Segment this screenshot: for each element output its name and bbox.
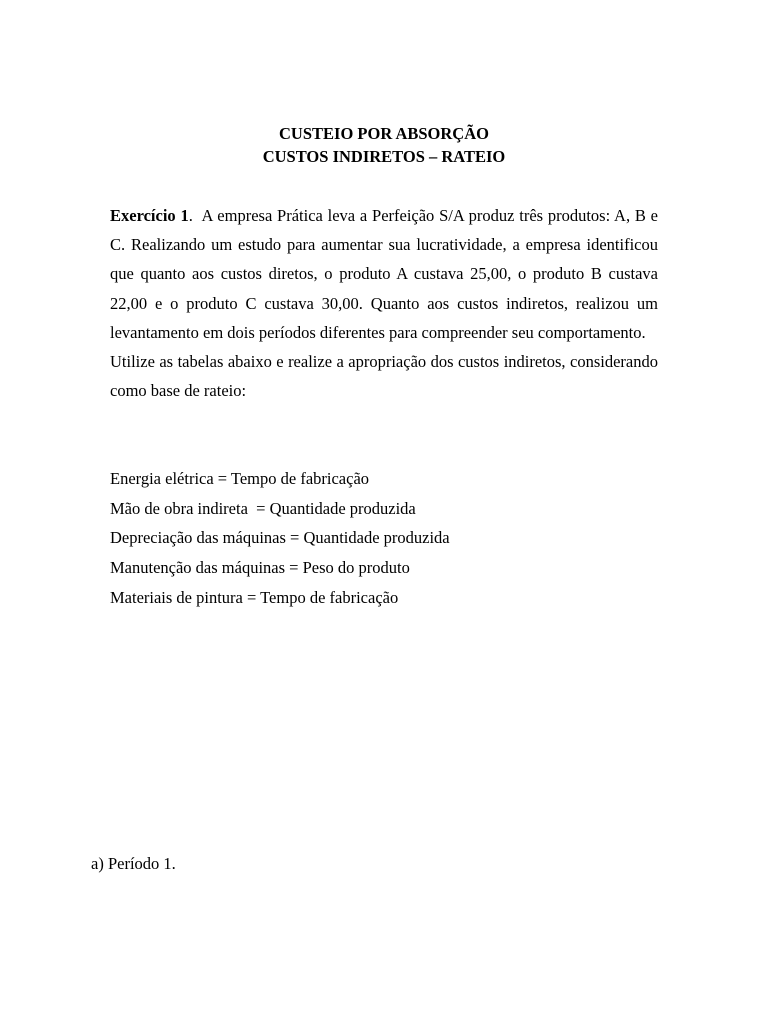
criteria-item: Energia elétrica = Tempo de fabricação xyxy=(110,469,370,488)
criteria-item: Depreciação das máquinas = Quantidade produzida xyxy=(110,528,450,548)
criteria-item: Materiais de pintura = Tempo de fabricação xyxy=(110,587,399,607)
period-heading: a) Período 1. xyxy=(91,854,176,873)
allocation-criteria-list xyxy=(110,464,658,613)
exercise-label-suffix: . xyxy=(188,206,193,225)
document-title xyxy=(0,122,768,168)
criteria-item: Manutenção das máquinas = Peso do produto xyxy=(110,558,410,578)
exercise-statement xyxy=(110,201,663,405)
exercise-paragraph-1-text: A empresa Prática leva a Perfeição S/A produz três produtos: A, B e C. Realizando um estudo para aumentar sua lucratividade, a empresa identificou que quanto aos custos diretos, o produto A custava 25,00, o produto B custava 22,00 e o produto C custava 30,00. Quanto aos custos indiretos, realizou um levantamento em dois períodos diferentes para compreender seu comportamento. xyxy=(110,206,663,342)
criteria-item: Mão de obra indireta = Quantidade produzida xyxy=(110,498,416,518)
title-line-1: CUSTEIO POR ABSORÇÃO xyxy=(279,124,489,143)
exercise-label: Exercício 1 xyxy=(110,206,189,225)
exercise-paragraph-2: Utilize as tabelas abaixo e realize a apropriação dos custos indiretos, considerando como base de rateio: xyxy=(110,352,658,401)
exercise-paragraph-1 xyxy=(110,201,663,347)
title-line-2: CUSTOS INDIRETOS – RATEIO xyxy=(262,147,506,166)
